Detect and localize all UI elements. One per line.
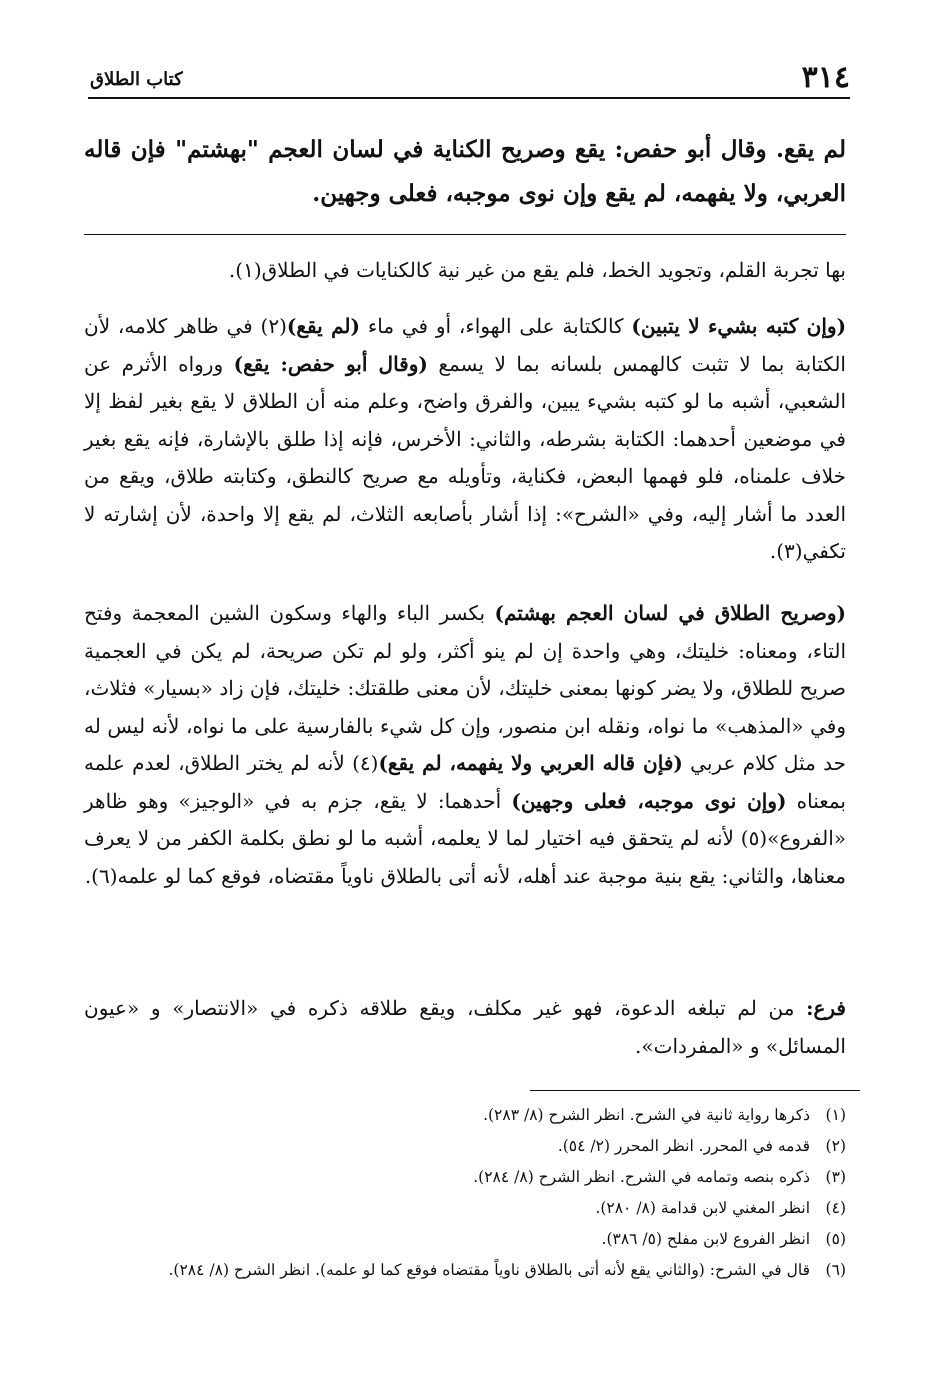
page-number: ٣١٤ — [801, 60, 850, 95]
footnote-text: انظر الفروع لابن مفلح (٥/ ٣٨٦). — [601, 1230, 810, 1248]
page-header — [90, 60, 850, 100]
sharh-paragraph-2 — [84, 308, 846, 571]
sharh-paragraph-4 — [84, 990, 846, 1065]
sharh-text: كالكتابة على الهواء، أو في ماء — [360, 314, 632, 338]
footnote-text: ذكرها رواية ثانية في الشرح. انظر الشرح (٨/ ٢٨٣). — [483, 1106, 810, 1124]
footnote-number: (٤) — [825, 1199, 846, 1217]
footnote-number: (٣) — [825, 1168, 846, 1186]
far-label: فرع: — [806, 996, 846, 1020]
bold-quote: (وصريح الطلاق في لسان العجم بهشتم) — [494, 601, 846, 625]
matn-divider — [84, 234, 846, 235]
footnote-number: (١) — [825, 1106, 846, 1124]
footnote — [84, 1193, 846, 1224]
bold-quote: (وقال أبو حفص: يقع) — [233, 351, 428, 376]
book-title: كتاب الطلاق — [90, 69, 183, 90]
matn-text: لم يقع. وقال أبو حفص: يقع وصريح الكناية في لسان العجم "بهشتم" فإن قاله العربي، ولا يفهمه، لم يقع وإن نوى موجبه، فعلى وجهين. — [84, 136, 846, 207]
footnote — [84, 1255, 846, 1286]
footnote — [84, 1162, 846, 1193]
bold-quote: (وإن كتبه بشيء لا يتبين) — [631, 314, 847, 338]
sharh-text: أحدهما: لا يقع، جزم به في «الوجيز» وهو ظاهر «الفروع»(٥) لأنه لم يتحقق فيه اختيار لما لا يعلمه، أشبه ما لو نطق بكلمة الكفر من لا يعرف معناها، والثاني: يقع بنية موجبة عند أهله، لأنه أتى بالطلاق ناوياً مقتضاه، فوقع كما لو علمه(٦). — [84, 788, 846, 888]
footnotes — [84, 1100, 846, 1286]
sharh-text: (٤) لأنه لم يختر الطلاق، لعدم علمه بمعناه — [84, 751, 847, 813]
footnote-divider — [530, 1090, 860, 1091]
bold-quote: (لم يقع) — [286, 314, 360, 338]
footnote — [84, 1224, 846, 1255]
footnote-text: قدمه في المحرر. انظر المحرر (٢/ ٥٤). — [557, 1137, 810, 1155]
bold-quote: (فإن قاله العربي ولا يفهمه، لم يقع) — [378, 751, 683, 775]
footnote-number: (٥) — [825, 1230, 846, 1248]
footnote — [84, 1100, 846, 1131]
footnote-number: (٦) — [825, 1261, 846, 1279]
sharh-text: ورواه الأثرم عن الشعبي، أشبه ما لو كتبه بشيء يبين، والفرق واضح، وعلم منه أن الطلاق لا يقع بغير لفظ إلا في موضعين أحدهما: الكتابة بشرطه، والثاني: الأخرس، فإنه إذا طلق بالإشارة، فإنه يقع بغير خلاف علمناه، فلو فهمها البعض، فكناية، وتأويله مع صريح كالنطق، وكتابته طلاق، ويقع من العدد ما أشار إليه، وفي «الشرح»: إذا أشار بأصابعه الثلاث، لم يقع إلا واحدة، لأن إشارته لا تكفي(٣). — [84, 351, 846, 563]
footnote-text: ذكره بنصه وتمامه في الشرح. انظر الشرح (٨/ ٢٨٤). — [473, 1168, 810, 1186]
sharh-text: (٢) في ظاهر كلامه، لأن الكتابة بما لا تثبت كالهمس بلسانه بما لا يسمع — [84, 314, 846, 376]
sharh-text: بكسر الباء والهاء وسكون الشين المعجمة وفتح التاء، ومعناه: خليتك، وهي واحدة إن لم ينو أكثر، ولو لم تكن صريحة، لم يكن في العجمية صريح للطلاق، ولا يضر كونها بمعنى خليتك، لأن معنى طلقتك: خليتك، فإن زاد «بسيار» فثلاث، وفي «المذهب» ما نواه، ونقله ابن منصور، وإن كل شيء بالفارسية على ما نواه، لأنه ليس له حد مثل كلام عربي — [84, 601, 846, 775]
footnote-number: (٢) — [825, 1137, 846, 1155]
footnote-text: انظر المغني لابن قدامة (٨/ ٢٨٠). — [595, 1199, 810, 1217]
footnote — [84, 1131, 846, 1162]
header-divider — [88, 97, 850, 99]
sharh-text: من لم تبلغه الدعوة، فهو غير مكلف، ويقع طلاقه ذكره في «الانتصار» و «عيون المسائل» و «المفردات». — [84, 996, 846, 1058]
footnote-text: قال في الشرح: (والثاني يقع لأنه أتى بالطلاق ناوياً مقتضاه فوقع كما لو علمه). انظر الشرح (٨/ ٢٨٤). — [168, 1261, 810, 1279]
sharh-paragraph-3 — [84, 595, 846, 895]
sharh-paragraph-1: بها تجربة القلم، وتجويد الخط، فلم يقع من غير نية كالكنايات في الطلاق(١). — [228, 258, 846, 282]
bold-quote: (وإن نوى موجبه، فعلى وجهين) — [511, 788, 787, 813]
